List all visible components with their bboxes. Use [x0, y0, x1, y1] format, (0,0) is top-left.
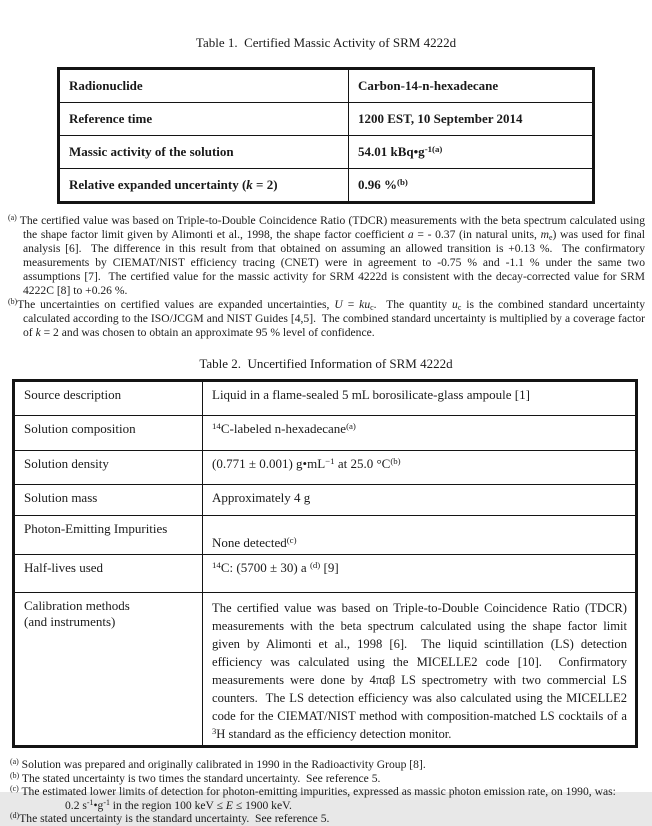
cell-text: Massic activity of the solution — [69, 144, 234, 159]
footnote-marker: (b) — [8, 297, 18, 307]
footnote — [10, 812, 645, 826]
footnote-marker: (b) — [10, 770, 20, 780]
table-row — [59, 69, 594, 103]
footnote — [8, 297, 648, 340]
table1-title: Table 1. Certified Massic Activity of SRM 4222d — [195, 35, 457, 50]
footnote — [10, 785, 645, 812]
row-value — [349, 169, 594, 203]
row-label — [14, 451, 203, 485]
table-row — [14, 416, 637, 451]
cell-text: 54.01 $kBq•g^{-1(a)}$ — [358, 144, 443, 159]
cell-text: $^{14}$C-labeled n-hexadecane$^{(a)}$ — [212, 421, 356, 436]
row-value — [203, 516, 637, 555]
footnote-text: The estimated lower limits of detection for photon-emitting impurities, expressed as massic photon emission rate, on 1990, was: 0.2 $s^{-1}•g^{-1}$ in the region 100 keV ≤ E ≤ 1900 keV. — [18, 785, 616, 812]
table-row — [14, 485, 637, 516]
row-label — [59, 136, 349, 169]
table2-footnotes — [10, 758, 645, 826]
row-label — [59, 69, 349, 103]
table-row — [14, 593, 637, 747]
table-row — [14, 516, 637, 555]
cell-text: Relative expanded uncertainty (k = 2) — [69, 177, 278, 192]
row-value — [349, 103, 594, 136]
cell-text: $^{14}$C: (5700 ± 30) a $^{(d)}$ [9] — [212, 560, 339, 575]
cell-text: Solution mass — [24, 490, 98, 505]
footnote-text: The stated uncertainty is the standard uncertainty. See reference 5. — [19, 812, 330, 825]
row-label — [14, 593, 203, 747]
table-row — [14, 555, 637, 593]
cell-text: Photon-Emitting Impurities — [24, 521, 168, 536]
row-label — [14, 416, 203, 451]
row-value — [203, 593, 637, 747]
row-label — [59, 103, 349, 136]
footnote-text: Solution was prepared and originally calibrated in 1990 in the Radioactivity Group [8]. — [18, 758, 426, 771]
cell-text: (0.771 ± 0.001) $g•mL^{-1}$ at 25.0 $^\circ C^{(b)}$ — [212, 456, 401, 471]
table1-footnotes — [8, 213, 648, 340]
cell-text: Carbon-14-n-hexadecane — [358, 78, 499, 93]
table-row — [59, 169, 594, 203]
cell-text: Approximately 4 g — [212, 490, 311, 505]
row-label — [14, 485, 203, 516]
cell-text: 1200 EST, 10 September 2014 — [358, 111, 523, 126]
row-value — [349, 69, 594, 103]
footnote-text: The stated uncertainty is two times the standard uncertainty. See reference 5. — [19, 771, 381, 785]
row-value — [203, 485, 637, 516]
row-label — [14, 555, 203, 593]
table-row — [14, 451, 637, 485]
cell-text: Half-lives used — [24, 560, 104, 575]
cell-text: None detected$^{(c)}$ — [212, 535, 297, 550]
row-value — [203, 381, 637, 416]
footnote — [8, 213, 648, 298]
row-value — [203, 451, 637, 485]
cell-text: Radionuclide — [69, 78, 143, 93]
cell-text: Solution density — [24, 456, 109, 471]
table2-title: Table 2. Uncertified Information of SRM 4222d — [199, 356, 453, 371]
cell-text: The certified value was based on Triple-to-Double Coincidence Ratio (TDCR) measurements with the beta spectrum calculated using the shape factor limit given by Alimonti et al., 1998 [6]. The liquid scintillation (LS) detection efficiency was calculated using the MICELLE2 code [10]. Confirmatory measurements were done by 4παβ LS spectrometry with two commercial LS counters. The LS detection efficiency was also calculated using the MICELLE2 code for the CIEMAT/NIST method with composition-matched LS cocktails of a $^3$H standard as the efficiency detection monitor. — [212, 601, 631, 741]
cell-text: Liquid in a flame-sealed 5 mL borosilicate-glass ampoule [1] — [212, 387, 530, 402]
row-label — [59, 169, 349, 203]
cell-text: Source description — [24, 387, 122, 402]
footnote — [10, 758, 645, 772]
row-label — [14, 381, 203, 416]
footnote — [10, 772, 645, 786]
cell-text: Solution composition — [24, 421, 136, 436]
cell-text: 0.96 %$^{(b)}$ — [358, 177, 408, 192]
footnote-marker: (a) — [10, 757, 19, 767]
footnote-text: The uncertainties on certified values are expanded uncertainties, U = kuc. The quantity uc is the combined standard uncertainty calculated according to the ISO/JCGM and NIST Guides [4,5]. The combined standard uncertainty is multiplied by a coverage factor of k = 2 and was chosen to obtain an approximate 95 % level of confidence. — [17, 298, 648, 339]
footnote-marker: (c) — [10, 784, 19, 794]
footnote-marker: (d) — [10, 811, 20, 821]
table-row — [14, 381, 637, 416]
table2 — [12, 379, 638, 748]
row-label — [14, 516, 203, 555]
footnote-marker: (a) — [8, 213, 17, 223]
row-value — [349, 136, 594, 169]
table1 — [57, 67, 595, 204]
cell-text: Reference time — [69, 111, 153, 126]
table-row — [59, 136, 594, 169]
cell-text: Calibration methods (and instruments) — [24, 598, 130, 629]
row-value — [203, 555, 637, 593]
row-value — [203, 416, 637, 451]
footnote-text: The certified value was based on Triple-to-Double Coincidence Ratio (TDCR) measurements with the beta spectrum calculated using the shape factor limit given by Alimonti et al., 1998, the shape factor coefficient a = - 0.37 (in natural units, me) was used for final analysis [6]. The difference in this result from that obtained on assuming an allowed transition is +0.13 %. The confirmatory measurements by CIEMAT/NIST efficiency tracing (CNET) were in agreement to -0.75 % and -1.1 % under the same two assumptions [7]. The certified value for the massic activity for SRM 4222d is consistent with the decay-corrected value for SRM 4222C [8] to +0.26 %. — [16, 214, 648, 297]
table-row — [59, 103, 594, 136]
